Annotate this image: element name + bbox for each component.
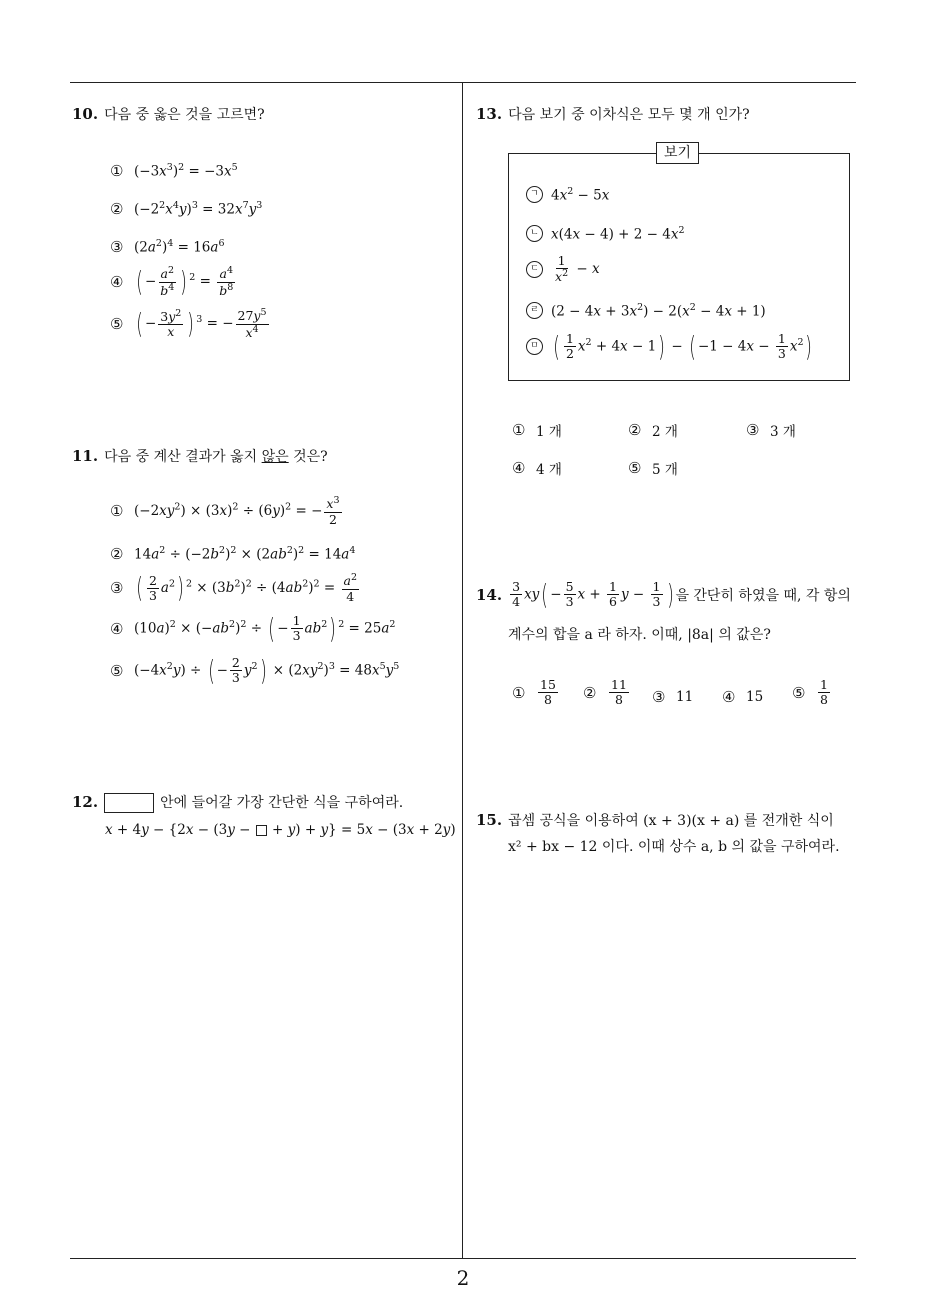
example-item-1 <box>526 186 609 204</box>
choice-math: $\frac{15}{8}$ <box>540 677 556 708</box>
choice-number: ② <box>110 545 124 563</box>
choice-number: ⑤ <box>628 459 642 477</box>
choice-math: $14a^2 \div (-2b^2)^2 \times (2ab^2)^2 = 14a^4$ <box>134 545 356 563</box>
q13-choice-5[interactable] <box>628 458 678 478</box>
q10-choice-3[interactable] <box>110 238 224 256</box>
q11-choice-4[interactable] <box>110 611 396 645</box>
column-divider <box>462 82 463 1258</box>
choice-number: ④ <box>512 459 526 477</box>
underlined-word: 않은 <box>261 449 289 465</box>
choice-number: ① <box>512 421 526 439</box>
question-expression: $\frac{3}{4}$ xy( − $\frac{5}{3}$ x + $\frac{1}{6}$ y − $\frac{1}{3}$ ) <box>512 577 674 611</box>
choice-math: $(-2^2x^4y)^3 = 32x^7y^3$ <box>134 200 263 218</box>
question-prompt: 다음 중 계산 결과가 옳지 <box>104 449 262 465</box>
q10-choice-5[interactable] <box>110 308 271 340</box>
question-number: 15. <box>476 811 503 829</box>
question-prompt-end: 것은? <box>288 449 328 465</box>
choice-math: ( $\frac{2}{3}$ $a^2$) $^2 \times (3b^2)^2 \div (4ab^2)^2$ = $\frac{a^2}{4}$ <box>136 571 357 605</box>
q11-choice-2[interactable] <box>110 545 355 563</box>
choice-text: 2 개 <box>652 424 678 440</box>
equation-math: x + 4y − {2x − (3y − + y) + y} = 5x − (3x + 2y) <box>105 822 456 838</box>
page-number: 2 <box>456 1266 470 1290</box>
choice-number: ⑤ <box>110 661 124 680</box>
q13-choice-2[interactable] <box>628 420 678 440</box>
item-marker: ㄷ <box>526 261 543 278</box>
choice-math: $(-4x^2y)$ ÷ ( − $\frac{2}{3}$ $y^2) \times (2xy^2)^3 = 48x^5y^5$ <box>134 653 400 687</box>
example-item-3 <box>526 254 600 285</box>
question-line-1: 곱셈 공식을 이용하여 (x + 3)(x + a) 를 전개한 식이 <box>508 813 834 829</box>
choice-number: ③ <box>110 238 124 256</box>
item-math: $4x^2 - 5x$ <box>551 186 610 204</box>
choice-number: ③ <box>652 688 666 706</box>
choice-number: ① <box>110 162 124 180</box>
question-14 <box>476 577 851 611</box>
example-item-2 <box>526 225 685 243</box>
q14-choice-4[interactable] <box>722 688 763 706</box>
q14-choice-2[interactable] <box>583 678 631 708</box>
question-12 <box>72 790 403 814</box>
q13-choice-1[interactable] <box>512 420 562 440</box>
top-rule <box>70 82 856 83</box>
question-prompt: 다음 보기 중 이차식은 모두 몇 개 인가? <box>508 107 750 123</box>
q10-choice-4[interactable] <box>110 266 237 298</box>
q14-choice-5[interactable] <box>792 678 832 708</box>
choice-number: ④ <box>110 619 124 638</box>
choice-math: $(-3x^3)^2 = -3x^5$ <box>134 162 238 180</box>
q13-choice-3[interactable] <box>746 420 796 440</box>
question-13 <box>476 102 750 126</box>
answer-blank-box[interactable] <box>104 793 154 813</box>
q11-choice-5[interactable] <box>110 653 400 687</box>
question-number: 10. <box>72 105 99 123</box>
question-14-line-2: 계수의 합을 a 라 하자. 이때, |8a| 의 값은? <box>508 627 771 643</box>
question-number: 13. <box>476 105 503 123</box>
choice-text: 15 <box>746 689 764 705</box>
question-number: 11. <box>72 447 99 465</box>
example-box-label: 보기 <box>656 142 699 164</box>
example-item-5 <box>526 329 814 363</box>
q14-choice-1[interactable] <box>512 678 560 708</box>
choice-math: ( − $\frac{3y^2}{x}$ ) $^3$ = − $\frac{27y^5}{x^4}$ <box>136 307 267 341</box>
q12-equation <box>105 822 456 838</box>
choice-number: ③ <box>110 579 124 598</box>
choice-math: $(10a)^2 \times (-ab^2)^2$ ÷ ( − $\frac{1}{3}$ $ab^2$) $^2 = 25a^2$ <box>134 611 396 645</box>
blank-square <box>256 825 267 836</box>
choice-number: ⑤ <box>792 683 806 702</box>
choice-number: ② <box>583 683 597 702</box>
choice-text: 1 개 <box>536 424 562 440</box>
question-10 <box>72 102 265 126</box>
bottom-rule <box>70 1258 856 1259</box>
question-prompt: 안에 들어갈 가장 간단한 식을 구하여라. <box>160 795 404 811</box>
item-marker: ㄴ <box>526 225 543 242</box>
question-prompt: 다음 중 옳은 것을 고르면? <box>104 107 265 123</box>
q11-choice-3[interactable] <box>110 573 361 604</box>
choice-math: $(2a^2)^4 = 16a^6$ <box>134 238 225 256</box>
q11-choice-1[interactable] <box>110 496 344 527</box>
q10-choice-1[interactable] <box>110 162 238 180</box>
choice-math: $(-2xy^2) \times (3x)^2 \div (6y)^2$ = − $\frac{x^3}{2}$ <box>134 495 340 527</box>
choice-number: ① <box>110 502 124 521</box>
choice-text: 11 <box>676 689 694 705</box>
example-item-4 <box>526 302 766 320</box>
choice-text: 4 개 <box>536 462 562 478</box>
choice-number: ① <box>512 683 526 702</box>
item-math: ( $\frac{1}{2}$ $x^2 + 4x - 1$) − ( −1 − 4x − $\frac{1}{3}$ $x^2$) <box>553 329 813 363</box>
q10-choice-2[interactable] <box>110 200 262 218</box>
choice-number: ② <box>628 421 642 439</box>
question-prompt: 을 간단히 하였을 때, 각 항의 <box>675 587 851 604</box>
choice-number: ② <box>110 200 124 218</box>
item-marker: ㅁ <box>526 338 543 355</box>
choice-number: ⑤ <box>110 315 124 334</box>
choice-math: ( − $\frac{a^2}{b^4}$ ) $^2$ = $\frac{a^4}{b^8}$ <box>136 265 234 299</box>
question-15-line-2: x² + bx − 12 이다. 이때 상수 a, b 의 값을 구하여라. <box>508 839 840 855</box>
item-math: $(2 - 4x + 3x^2) - 2(x^2 - 4x + 1)$ <box>551 302 766 320</box>
item-marker: ㄹ <box>526 302 543 319</box>
choice-number: ④ <box>722 688 736 706</box>
item-math: $\frac{1}{x^2}$ − x <box>555 253 600 285</box>
choice-number: ④ <box>110 273 124 292</box>
choice-text: 5 개 <box>652 462 678 478</box>
item-marker: ㄱ <box>526 186 543 203</box>
q14-choice-3[interactable] <box>652 688 693 706</box>
choice-text: 3 개 <box>770 424 796 440</box>
choice-math: $\frac{11}{8}$ <box>611 677 627 708</box>
question-15 <box>476 808 834 832</box>
question-11 <box>72 444 328 468</box>
item-math: $x(4x - 4) + 2 - 4x^2$ <box>551 225 685 243</box>
choice-number: ③ <box>746 421 760 439</box>
question-number: 12. <box>72 793 99 811</box>
choice-math: $\frac{1}{8}$ <box>820 677 828 708</box>
q13-choice-4[interactable] <box>512 458 562 478</box>
question-number: 14. <box>476 585 503 604</box>
